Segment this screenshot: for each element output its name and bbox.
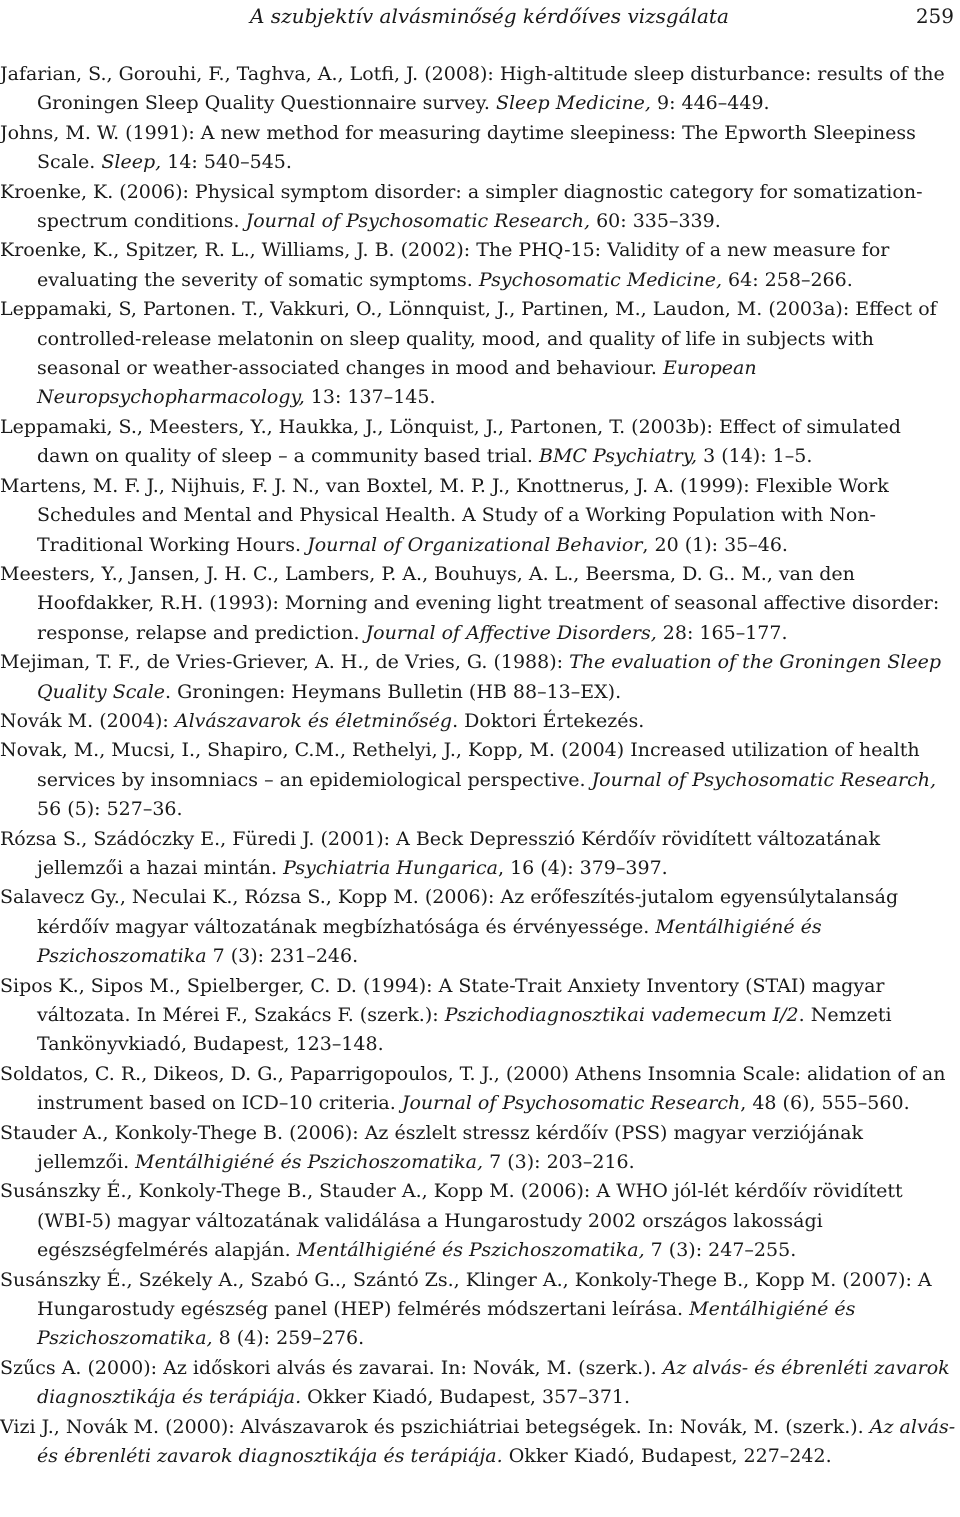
reference-details: Okker Kiadó, Budapest, 357–371. [301,1386,631,1409]
page-header [0,0,960,34]
reference-main: Soldatos, C. R., Dikeos, D. G., Paparrigopoulos, T. J., (2000) Athens Insomnia Scale: alidation of an instrument based on ICD–10 criteria. [0,1062,946,1115]
running-title: A szubjektív alvásminőség kérdőíves vizsgálata [250,4,729,28]
reference-details: 7 (3): 231–246. [206,945,359,968]
reference-entry [0,707,960,736]
reference-source: The evaluation of the Groningen Sleep Quality Scale [37,651,942,703]
reference-source: Sleep, [101,151,162,174]
reference-main: Martens, M. F. J., Nijhuis, F. J. N., van Boxtel, M. P. J., Knottnerus, J. A. (1999): Flexible Work Schedules and Mental and Physical Health. A Study of a Working Population with Non-Traditional Working Hours. [0,474,889,556]
reference-entry [0,1119,960,1178]
reference-entry [0,413,960,472]
reference-main: Kroenke, K. (2006): Physical symptom disorder: a simpler diagnostic category for somatization-spectrum conditions. [0,180,923,233]
reference-source: Journal of Organizational Behavior [307,533,643,556]
reference-source: European Neuropsychopharmacology, [37,357,757,409]
reference-source: Az alvás- és ébrenléti zavarok diagnosztikája és terápiája. [37,1356,950,1409]
reference-details: 3 (14): 1–5. [697,445,813,468]
reference-main: Mejiman, T. F., de Vries-Griever, A. H., de Vries, G. (1988): [0,651,570,674]
reference-details: 60: 335–339. [590,210,721,233]
reference-entry [0,972,960,1060]
reference-entry [0,472,960,560]
reference-source: BMC Psychiatry, [539,445,698,468]
reference-main: Salavecz Gy., Neculai K., Rózsa S., Kopp M. (2006): Az erőfeszítés-jutalom egyensúlytalanság kérdőív magyar változatának megbízhatósága és érvényessége. [0,886,899,938]
reference-entry [0,1354,960,1413]
reference-details: . Nemzeti Tankönyvkiadó, Budapest, 123–148. [37,1004,892,1056]
reference-entry [0,736,960,824]
reference-entry [0,1266,960,1354]
reference-entry [0,1413,960,1472]
reference-source: Journal of Psychosomatic Research, [591,768,937,791]
reference-main: Novak, M., Mucsi, I., Shapiro, C.M., Rethelyi, J., Kopp, M. (2004) Increased utilization of health services by insomniacs – an epidemiological perspective. [0,739,920,791]
reference-main: Szűcs A. (2000): Az időskori alvás és zavarai. In: Novák, M. (szerk.). [0,1356,663,1379]
reference-entry [0,236,960,295]
reference-main: Rózsa S., Szádóczky E., Füredi J. (2001): A Beck Depresszió Kérdőív rövidített változatának jellemzői a hazai mintán. [0,827,881,879]
reference-entry [0,295,960,413]
reference-entry [0,648,960,707]
reference-main: Leppamaki, S., Meesters, Y., Haukka, J., Lönquist, J., Partonen, T. (2003b): Effect of simulated dawn on quality of sleep – a community based trial. [0,415,901,468]
reference-main: Meesters, Y., Jansen, J. H. C., Lambers, P. A., Bouhuys, A. L., Beersma, D. G.. M., van den Hoofdakker, R.H. (1993): Morning and evening light treatment of seasonal affective disorder: response, relapse and prediction. [0,562,940,644]
reference-details: , 20 (1): 35–46. [642,533,788,556]
reference-source: Psychosomatic Medicine, [478,268,723,291]
reference-main: Johns, M. W. (1991): A new method for measuring daytime sleepiness: The Epworth Sleepiness Scale. [0,121,916,174]
reference-entry [0,119,960,178]
reference-source: Journal of Affective Disorders, [365,621,657,644]
reference-main: Leppamaki, S, Partonen. T., Vakkuri, O., Lönnquist, J., Partinen, M., Laudon, M. (2003a): Effect of controlled-release melatonin on sleep quality, mood, and quality of life in subjects with seasonal or weather-associated changes in mood and behaviour. [0,298,937,380]
reference-source: Mentálhigiéné és Pszichoszomatika, [37,1298,856,1350]
reference-source: Az alvás- és ébrenléti zavarok diagnosztikája és terápiája. [37,1415,956,1468]
reference-details: , 48 (6), 555–560. [740,1092,910,1115]
reference-details: 8 (4): 259–276. [212,1327,365,1350]
page-number: 259 [915,4,954,28]
reference-details: 14: 540–545. [161,151,292,174]
reference-details: 9: 446–449. [650,92,770,115]
reference-source: Mentálhigiéné és Pszichoszomatika, [135,1151,484,1174]
reference-entry [0,1060,960,1119]
reference-details: , 16 (4): 379–397. [497,856,668,879]
reference-entry [0,560,960,648]
reference-details: Okker Kiadó, Budapest, 227–242. [502,1445,832,1468]
reference-entry [0,883,960,971]
reference-source: Mentálhigiéné és Pszichoszomatika, [296,1239,645,1262]
reference-details: 7 (3): 203–216. [483,1151,635,1174]
reference-main: Vizi J., Novák M. (2000): Alvászavarok és pszichiátriai betegségek. In: Novák, M. (szerk.). [0,1415,870,1438]
reference-entry [0,825,960,884]
reference-entry [0,1177,960,1265]
reference-main: Kroenke, K., Spitzer, R. L., Williams, J. B. (2002): The PHQ-15: Validity of a new measure for evaluating the severity of somatic symptoms. [0,239,890,291]
reference-source: Psychiatria Hungarica [283,856,498,879]
reference-details: 28: 165–177. [656,621,788,644]
reference-details: 56 (5): 527–36. [37,798,183,821]
reference-details: . Groningen: Heymans Bulletin (HB 88–13–EX). [165,680,622,703]
reference-main: Stauder A., Konkoly-Thege B. (2006): Az észlelt stressz kérdőív (PSS) magyar verziójának jellemzői. [0,1121,864,1174]
reference-source: Mentálhigiéné és Pszichoszomatika [37,915,822,968]
reference-details: 7 (3): 247–255. [644,1239,797,1262]
reference-source: Alvászavarok és életminőség [174,709,453,732]
reference-main: Jafarian, S., Gorouhi, F., Taghva, A., Lotfi, J. (2008): High-altitude sleep disturbance: results of the Groningen Sleep Quality Questionnaire survey. [0,63,945,115]
reference-source: Journal of Psychosomatic Research, [245,210,591,233]
reference-main: Susánszky É., Konkoly-Thege B., Stauder A., Kopp M. (2006): A WHO jól-lét kérdőív rövidített (WBI-5) magyar változatának validálása a Hungarostudy 2002 országos lakossági egészségfelmérés alapján. [0,1180,903,1262]
reference-entry [0,60,960,119]
reference-list [0,60,960,1472]
reference-main: Novák M. (2004): [0,709,175,732]
reference-main: Sipos K., Sipos M., Spielberger, C. D. (1994): A State-Trait Anxiety Inventory (STAI) magyar változata. In Mérei F., Szakács F. (szerk.): [0,974,885,1026]
reference-entry [0,178,960,237]
reference-source: Pszichodiagnosztikai vademecum I/2 [444,1004,799,1026]
reference-main: Susánszky É., Székely A., Szabó G.., Szántó Zs., Klinger A., Konkoly-Thege B., Kopp M. (2007): A Hungarostudy egészség panel (HEP) felmérés módszertani leírása. [0,1268,932,1321]
reference-source: Sleep Medicine, [495,92,651,115]
reference-details: 64: 258–266. [722,268,853,291]
reference-details: 13: 137–145. [304,386,436,409]
reference-details: . Doktori Értekezés. [452,709,645,732]
reference-source: Journal of Psychosomatic Research [401,1092,741,1115]
